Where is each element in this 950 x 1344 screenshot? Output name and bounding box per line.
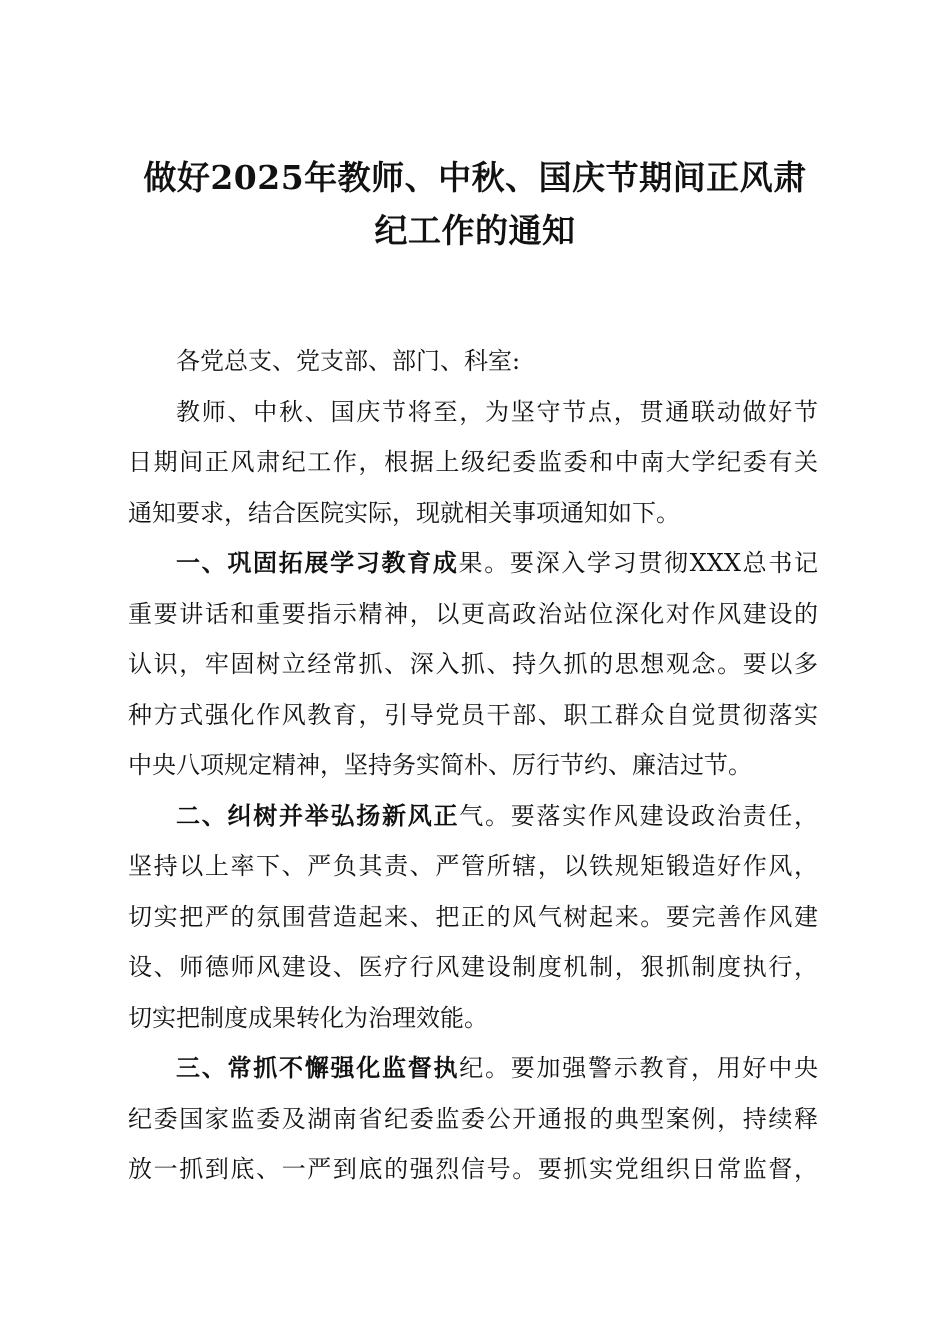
section-1-heading: 一、巩固拓展学习教育成 — [176, 549, 459, 577]
section-3-paragraph — [128, 1043, 818, 1195]
intro-line: 通知要求，结合医院实际，现就相关事项通知如下。 — [128, 498, 680, 527]
section-1-line: 中央八项规定精神，坚持务实简朴、厉行节约、廉洁过节。 — [128, 751, 752, 779]
section-2-line: 切实把制度成果转化为治理效能。 — [128, 1003, 488, 1032]
document-title-line-2: 纪工作的通知 — [374, 211, 576, 250]
section-1-paragraph — [128, 538, 818, 791]
section-2-heading: 二、纠树并举弘扬新风正 — [176, 801, 460, 830]
section-3-text: 纪。要加强警示教育，用好中央 — [459, 1054, 818, 1082]
section-2-paragraph — [128, 791, 818, 1044]
section-2-line: 切实把严的氛围营造起来、把正的风气树起来。要完善作风建 — [128, 902, 818, 931]
intro-line: 日期间正风肃纪工作，根据上级纪委监委和中南大学纪委有关 — [128, 448, 818, 476]
section-2-line: 坚持以上率下、严负其责、严管所辖，以铁规矩锻造好作风， — [128, 852, 818, 880]
section-3-line: 纪委国家监委及湖南省纪委监委公开通报的典型案例，持续释 — [128, 1104, 818, 1133]
intro-paragraph — [128, 387, 818, 539]
section-1-line: 种方式强化作风教育，引导党员干部、职工群众自觉贯彻落实 — [128, 700, 818, 729]
salutation — [128, 336, 818, 387]
salutation-text: 各党总支、党支部、部门、科室: — [176, 347, 521, 375]
section-3-line: 放一抓到底、一严到底的强烈信号。要抓实党组织日常监督， — [128, 1155, 818, 1183]
section-3-first-line — [128, 1043, 818, 1094]
section-2-text: 气。要落实作风建设政治责任， — [459, 801, 818, 830]
section-1-line: 重要讲话和重要指示精神，以更高政治站位深化对作风建设的 — [128, 599, 818, 628]
section-2-line: 设、师德师风建设、医疗行风建设制度机制，狠抓制度执行， — [128, 953, 818, 981]
document-title-line-1: 做好2025年教师、中秋、国庆节期间正风肃 — [143, 158, 807, 197]
document-body — [128, 336, 818, 1195]
section-1-first-line — [128, 538, 818, 589]
intro-line: 教师、中秋、国庆节将至，为坚守节点，贯通联动做好节 — [176, 397, 818, 426]
section-1-line: 认识，牢固树立经常抓、深入抓、持久抓的思想观念。要以多 — [128, 650, 818, 678]
section-2-first-line — [128, 791, 818, 842]
section-3-heading: 三、常抓不懈强化监督执 — [176, 1054, 460, 1082]
section-1-text: 果。要深入学习贯彻XXX总书记 — [458, 549, 818, 577]
